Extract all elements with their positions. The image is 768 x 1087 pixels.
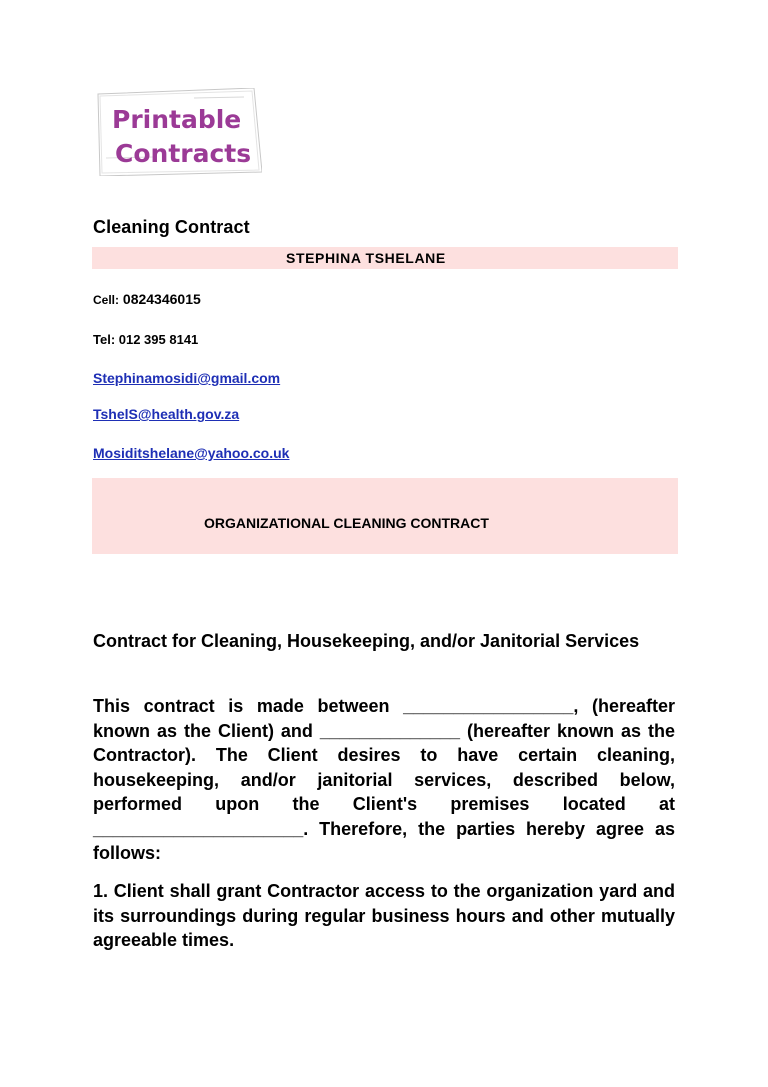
cell-label: Cell:: [93, 293, 120, 307]
section-heading: ORGANIZATIONAL CLEANING CONTRACT: [204, 515, 489, 531]
paragraph-intro: Contract for Cleaning, Housekeeping, and/or Janitorial Services: [93, 631, 640, 651]
tel-line: Tel: 012 395 8141: [93, 332, 199, 347]
email-line-3: [93, 445, 289, 461]
email-line-1: [93, 370, 280, 386]
printable-contracts-logo: [94, 88, 262, 176]
cell-number: 0824346015: [122, 291, 201, 307]
cell-line: [93, 291, 201, 307]
email-link-health[interactable]: TshelS@health.gov.za: [93, 406, 240, 422]
paragraph-clause-1: 1. Client shall grant Contractor access to the organization yard and its surroundings during regular business hours and other mutually agreeable times.: [93, 881, 675, 950]
email-link-yahoo[interactable]: Mosiditshelane@yahoo.co.uk: [93, 445, 290, 461]
email-line-2: [93, 406, 239, 422]
logo-line1: Printable: [112, 105, 242, 134]
email-link-gmail[interactable]: Stephinamosidi@gmail.com: [93, 370, 281, 386]
contractor-name: STEPHINA TSHELANE: [286, 250, 446, 266]
logo-graphic: [94, 88, 262, 176]
document-title: Cleaning Contract: [93, 217, 250, 237]
logo-line2: Contracts: [115, 139, 252, 168]
section-heading-banner: [92, 478, 678, 554]
name-banner: [92, 247, 678, 269]
paragraph-parties: This contract is made between _________________, (hereafter known as the Client) and ______________ (hereafter known as the Contractor). The Client desires to have certain cleaning, housekeeping, and/or janitorial services, described below, performed upon the Client's premises located at _____________________. Therefore, the parties hereby agree as follows:: [93, 696, 675, 863]
